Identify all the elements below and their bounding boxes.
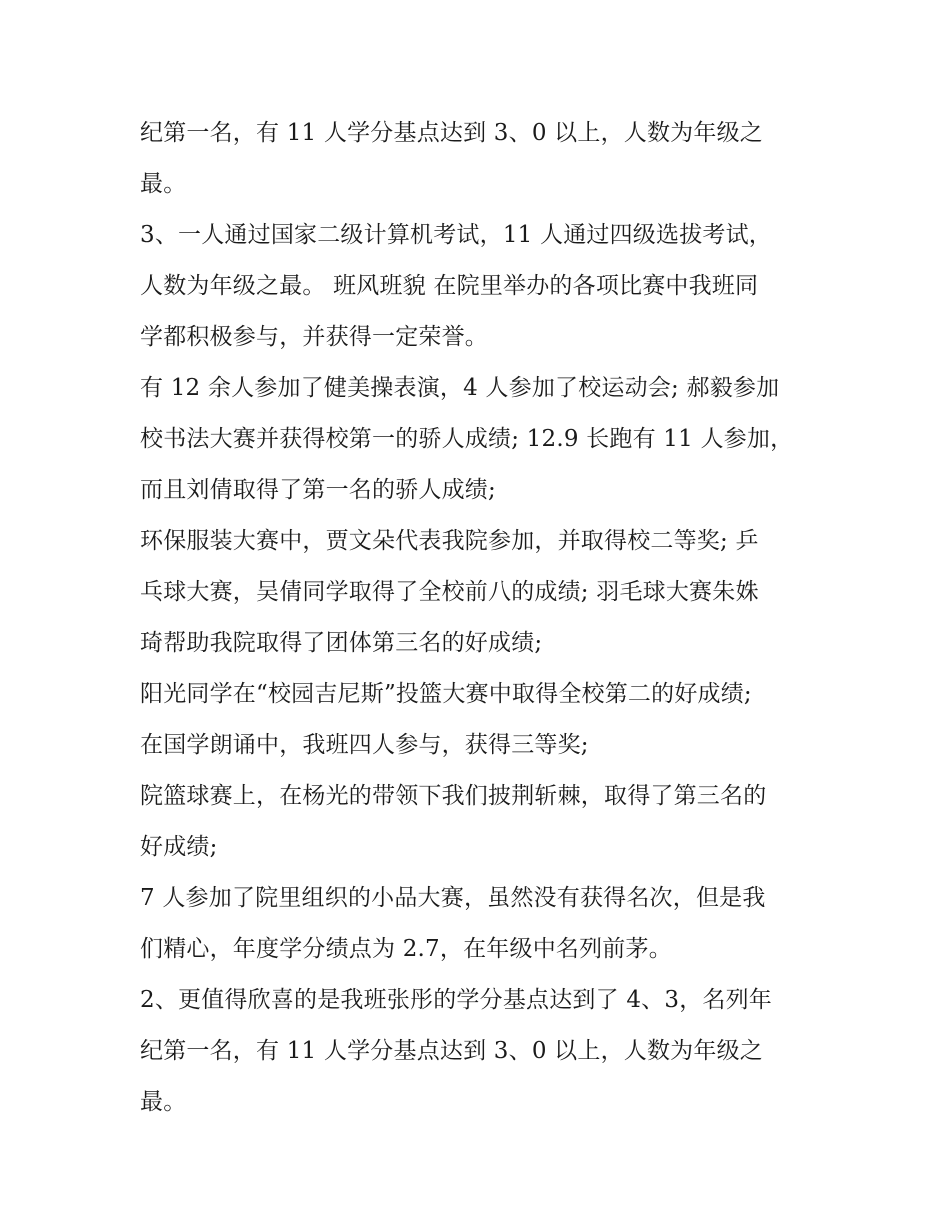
- text-line: 最。: [140, 171, 187, 197]
- text-line: 院篮球赛上，在杨光的带领下我们披荆斩棘，取得了第三名的: [140, 783, 767, 809]
- text-line: 琦帮助我院取得了团体第三名的好成绩;: [140, 630, 543, 656]
- text-line: 有 12 余人参加了健美操表演，4 人参加了校运动会; 郝毅参加: [140, 375, 780, 401]
- text-line: 环保服装大赛中，贾文朵代表我院参加，并取得校二等奖; 乒: [140, 528, 759, 554]
- text-line: 而且刘倩取得了第一名的骄人成绩;: [140, 477, 496, 503]
- text-line: 3、一人通过国家二级计算机考试，11 人通过四级选拔考试，: [140, 222, 773, 248]
- text-line: 人数为年级之最。 班风班貌 在院里举办的各项比赛中我班同: [140, 273, 759, 299]
- text-line: 学都积极参与，并获得一定荣誉。: [140, 324, 488, 350]
- document-body: [140, 108, 830, 1128]
- text-line: 乓球大赛，吴倩同学取得了全校前八的成绩; 羽毛球大赛朱姝: [140, 579, 759, 605]
- text-line: 在国学朗诵中，我班四人参与，获得三等奖;: [140, 732, 589, 758]
- text-line: 纪第一名，有 11 人学分基点达到 3、0 以上，人数为年级之: [140, 1038, 763, 1064]
- text-line: 校书法大赛并获得校第一的骄人成绩; 12.9 长跑有 11 人参加，: [140, 426, 794, 452]
- text-line: 最。: [140, 1089, 187, 1115]
- text-line: 纪第一名，有 11 人学分基点达到 3、0 以上，人数为年级之: [140, 120, 763, 146]
- text-line: 7 人参加了院里组织的小品大赛，虽然没有获得名次，但是我: [140, 885, 766, 911]
- text-line: 好成绩;: [140, 834, 218, 860]
- text-line: 们精心，年度学分绩点为 2.7，在年级中名列前茅。: [140, 936, 672, 962]
- text-line: 2、更值得欣喜的是我班张彤的学分基点达到了 4、3，名列年: [140, 987, 773, 1013]
- text-line: 阳光同学在“校园吉尼斯”投篮大赛中取得全校第二的好成绩;: [140, 681, 752, 707]
